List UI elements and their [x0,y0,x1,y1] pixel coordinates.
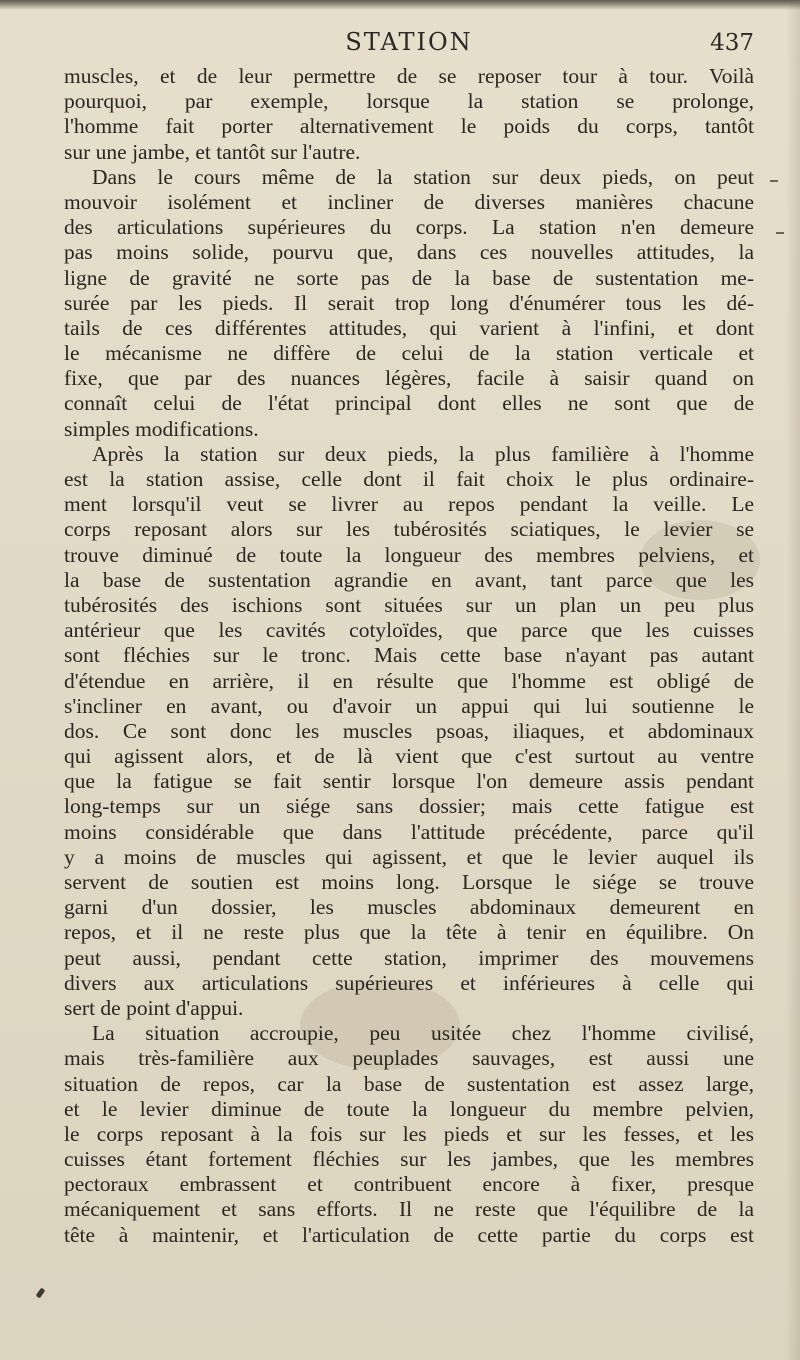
text-line: peut aussi, pendant cette station, imprimer des mouvemens [64,945,754,970]
text-line: sert de point d'appui. [64,995,244,1020]
text-line: surée par les pieds. Il serait trop long d'énumérer tous les dé- [64,290,754,315]
text-line: moins considérable que dans l'attitude précédente, parce qu'il [64,819,754,844]
text-line: pas moins solide, pourvu que, dans ces nouvelles attitudes, la [64,240,754,265]
text-line: ment lorsqu'il veut se livrer au repos pendant la veille. Le [64,492,754,517]
page-top-shadow [0,0,800,10]
text-line: cuisses étant fortement fléchies sur les jambes, que les membres [64,1147,754,1172]
text-line: trouve diminué de toute la longueur des membres pelviens, et [64,542,754,567]
text-line: fixe, que par des nuances légères, facile à saisir quand on [64,366,754,391]
text-line: connaît celui de l'état principal dont elles ne sont que de [64,391,754,416]
text-line: la base de sustentation agrandie en avant, tant parce que les [64,567,754,592]
text-line: antérieur que les cavités cotyloïdes, que parce que les cuisses [64,618,754,643]
paragraph-first-line: Dans le cours même de la station sur deux pieds, on peut [92,164,754,189]
paragraph-first-line: Après la station sur deux pieds, la plus familière à l'homme [92,441,754,466]
margin-mark [776,232,784,234]
text-line: simples modifications. [64,416,259,441]
text-line: ligne de gravité ne sorte pas de la base de sustentation me- [64,265,754,290]
page-number: 437 [710,30,754,56]
text-line: garni d'un dossier, les muscles abdominaux demeurent en [64,895,754,920]
paragraph-first-line: La situation accroupie, peu usitée chez l'homme civilisé, [92,1021,754,1046]
text-line: mécaniquement et sans efforts. Il ne reste que l'équilibre de la [64,1197,754,1222]
text-line: corps reposant alors sur les tubérosités sciatiques, le levier se [64,517,754,542]
text-line: repos, et il ne reste plus que la tête à tenir en équilibre. On [64,920,754,945]
text-line: situation de repos, car la base de sustentation est assez large, [64,1071,754,1096]
text-line: que la fatigue se fait sentir lorsque l'on demeure assis pendant [64,769,754,794]
text-line: divers aux articulations supérieures et inférieures à celle qui [64,970,754,995]
ink-speck [36,1287,46,1298]
text-line: tails de ces différentes attitudes, qui varient à l'infini, et dont [64,315,754,340]
text-line: est la station assise, celle dont il fait choix le plus ordinaire- [64,467,754,491]
text-line: tubérosités des ischions sont situées sur un plan un peu plus [64,592,754,617]
text-line: des articulations supérieures du corps. La station n'en demeure [64,215,754,240]
text-line: dos. Ce sont donc les muscles psoas, iliaques, et abdominaux [64,718,754,743]
page-running-title: STATION [345,28,473,56]
text-line: mouvoir isolément et incliner de diverses manières chacune [64,189,754,214]
text-line: et le levier diminue de toute la longueur du membre pelvien, [64,1096,754,1121]
page-edge-shadow [786,0,800,1360]
text-line: y a moins de muscles qui agissent, et que le levier auquel ils [64,844,754,869]
text-line: sont fléchies sur le tronc. Mais cette base n'ayant pas autant [64,643,754,668]
text-line: s'incliner en avant, ou d'avoir un appui qui lui soutienne le [64,693,754,718]
text-line: mais très-familière aux peuplades sauvages, est aussi une [64,1046,754,1071]
text-line: sur une jambe, et tantôt sur l'autre. [64,139,361,164]
page-body [64,64,754,1248]
text-line: pectoraux embrassent et contribuent encore à fixer, presque [64,1172,754,1197]
text-line: pourquoi, par exemple, lorsque la station se prolonge, [64,89,754,114]
margin-mark [770,180,778,182]
text-line: qui agissent alors, et de là vient que c'est surtout au ventre [64,744,754,769]
text-line: le mécanisme ne diffère de celui de la station verticale et [64,341,754,366]
text-line: long-temps sur un siége sans dossier; mais cette fatigue est [64,794,754,819]
text-line: muscles, et de leur permettre de se reposer tour à tour. Voilà [64,64,754,88]
text-line: servent de soutien est moins long. Lorsque le siége se trouve [64,870,754,894]
text-line: tête à maintenir, et l'articulation de cette partie du corps est [64,1222,754,1247]
text-line: le corps reposant à la fois sur les pieds et sur les fesses, et les [64,1121,754,1146]
text-line: d'étendue en arrière, il en résulte que l'homme est obligé de [64,668,754,693]
text-line: l'homme fait porter alternativement le poids du corps, tantôt [64,114,754,139]
running-head [64,28,754,64]
